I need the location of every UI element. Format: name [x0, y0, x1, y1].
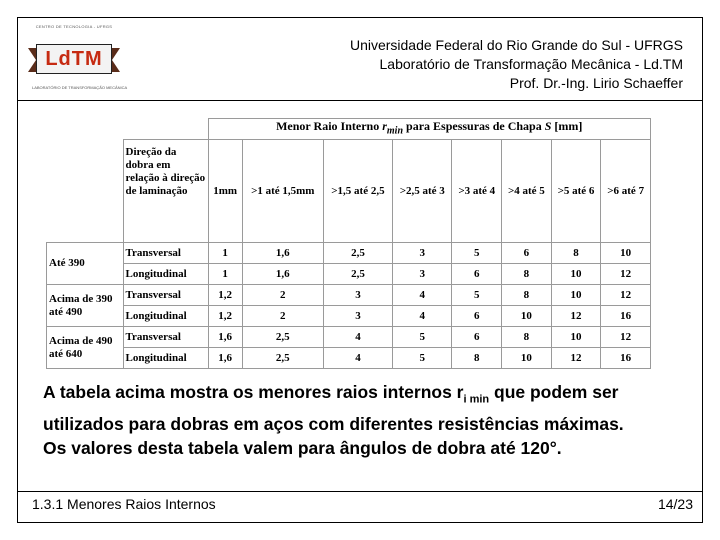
direction-cell: Transversal	[123, 285, 208, 306]
direction-cell: Transversal	[123, 243, 208, 264]
column-header: >5 até 6	[551, 140, 601, 243]
direction-cell: Longitudinal	[123, 348, 208, 369]
table-cell: 10	[551, 285, 601, 306]
table-cell: 12	[551, 306, 601, 327]
ldtm-logo	[28, 22, 128, 94]
table-cell: 10	[551, 264, 601, 285]
table-row	[47, 306, 651, 327]
table-cell: 8	[502, 327, 552, 348]
table-cell: 1,6	[242, 243, 323, 264]
explanation-text	[43, 380, 693, 460]
table-cell: 10	[601, 243, 651, 264]
table-cell: 12	[601, 285, 651, 306]
table-cell: 1,6	[242, 264, 323, 285]
bend-radius-table-figure	[46, 118, 651, 364]
university-name: Universidade Federal do Rio Grande do Sul - UFRGS	[349, 37, 683, 53]
table-row	[47, 264, 651, 285]
strength-group-label: Até 390	[47, 243, 124, 285]
column-header: 1mm	[208, 140, 242, 243]
column-header: >1,5 até 2,5	[323, 140, 392, 243]
bend-radius-table	[46, 118, 651, 369]
table-cell: 4	[323, 327, 392, 348]
table-cell: 4	[393, 306, 452, 327]
table-cell: 4	[393, 285, 452, 306]
section-title: 1.3.1 Menores Raios Internos	[32, 496, 216, 512]
table-cell: 5	[452, 243, 502, 264]
table-cell: 1,6	[208, 348, 242, 369]
table-cell: 10	[551, 327, 601, 348]
footer-divider	[17, 491, 703, 492]
table-cell: 2,5	[242, 327, 323, 348]
table-cell: 3	[323, 306, 392, 327]
table-cell: 16	[601, 348, 651, 369]
table-cell: 5	[452, 285, 502, 306]
table-cell: 1	[208, 264, 242, 285]
column-header: >3 até 4	[452, 140, 502, 243]
professor-name: Prof. Dr.-Ing. Lirio Schaeffer	[509, 75, 683, 91]
logo-bottom-text: LABORATÓRIO DE TRANSFORMAÇÃO MECÂNICA	[32, 85, 128, 90]
table-cell: 1,2	[208, 306, 242, 327]
table-row	[47, 327, 651, 348]
table-cell: 4	[323, 348, 392, 369]
table-cell: 3	[323, 285, 392, 306]
logo-wordmark: LdTM	[36, 44, 112, 74]
table-cell: 8	[502, 264, 552, 285]
strength-group-label: Acima de 490 até 640	[47, 327, 124, 369]
page-number: 14/23	[657, 496, 693, 512]
table-cell: 10	[502, 306, 552, 327]
column-header: >1 até 1,5mm	[242, 140, 323, 243]
table-cell: 6	[452, 264, 502, 285]
table-cell: 12	[601, 327, 651, 348]
direction-cell: Transversal	[123, 327, 208, 348]
table-cell: 3	[393, 243, 452, 264]
table-cell: 2	[242, 285, 323, 306]
table-cell: 8	[452, 348, 502, 369]
table-cell: 2,5	[242, 348, 323, 369]
table-cell: 6	[452, 306, 502, 327]
table-cell: 3	[393, 264, 452, 285]
table-cell: 1,2	[208, 285, 242, 306]
explanation-paragraph-2: Os valores desta tabela valem para ângulos de dobra até 120°.	[43, 437, 562, 458]
table-cell: 10	[502, 348, 552, 369]
table-row	[47, 285, 651, 306]
table-cell: 5	[393, 327, 452, 348]
column-header: >6 até 7	[601, 140, 651, 243]
logo-top-text: CENTRO DE TECNOLOGIA - UFRGS	[35, 24, 113, 29]
direction-cell: Longitudinal	[123, 306, 208, 327]
table-cell: 8	[502, 285, 552, 306]
table-cell: 8	[551, 243, 601, 264]
explanation-paragraph-1: A tabela acima mostra os menores raios internos $r_{i min}$ que podem ser utilizados para dobras em aços com diferentes resistências máximas.	[43, 382, 624, 434]
table-cell: 6	[452, 327, 502, 348]
table-row	[47, 243, 651, 264]
table-cell: 2	[242, 306, 323, 327]
table-cell: 6	[502, 243, 552, 264]
institution-header	[350, 36, 683, 93]
column-header: >2,5 até 3	[393, 140, 452, 243]
strength-group-label: Acima de 390 até 490	[47, 285, 124, 327]
table-row	[47, 348, 651, 369]
direction-header: Direção da dobra em relação à direção de laminação	[123, 140, 208, 243]
table-cell: 5	[393, 348, 452, 369]
table-cell: 1,6	[208, 327, 242, 348]
table-cell: 2,5	[323, 243, 392, 264]
direction-cell: Longitudinal	[123, 264, 208, 285]
table-caption: Menor Raio Interno $r_{min}$ para Espessuras de Chapa S [mm]	[208, 119, 651, 140]
table-cell: 12	[601, 264, 651, 285]
table-cell: 16	[601, 306, 651, 327]
laboratory-name: Laboratório de Transformação Mecânica - Ld.TM	[379, 56, 683, 72]
table-cell: 2,5	[323, 264, 392, 285]
table-cell: 1	[208, 243, 242, 264]
table-cell: 12	[551, 348, 601, 369]
column-header: >4 até 5	[502, 140, 552, 243]
header-divider	[17, 100, 703, 101]
